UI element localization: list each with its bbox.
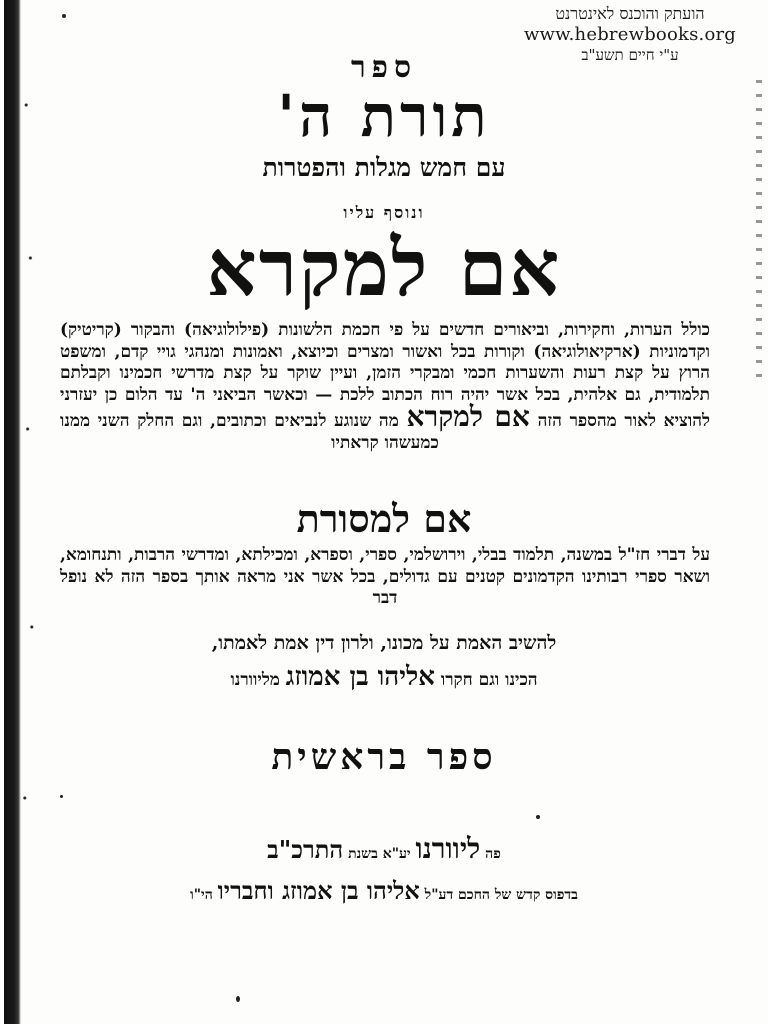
author-name: אליהו בן אמוזג	[285, 662, 435, 692]
second-part-title: אם למסורת	[296, 496, 472, 541]
imprint-printer-name: אליהו בן אמוזג וחבריו	[217, 876, 420, 905]
description-paragraph	[60, 320, 710, 454]
book-name: ספר בראשית	[271, 736, 497, 778]
scan-speck	[60, 795, 63, 798]
description-em-lamikra: אם למקרא	[406, 400, 530, 433]
imprint-printer-prefix: בדפוס קדש של החכם דע"ל	[424, 887, 578, 903]
description-text-after: מה שנוגע לנביאים וכתובים, וגם החלק השני ממנו כמעשהו קראתיו	[60, 411, 439, 453]
author-line	[0, 662, 768, 692]
title-subtitle: עם חמש מגלות והפטרות	[262, 153, 506, 182]
title-added: ונוסף עליו	[343, 203, 425, 222]
title-sefer: ספר	[350, 50, 418, 85]
author-suffix: מליוורנו	[230, 670, 280, 690]
watermark-uploader: ע"י חיים תשע"ב	[581, 46, 679, 64]
watermark-credit: הועתק והוכנס לאינטרנט	[555, 4, 705, 23]
imprint-place-prefix: פה	[485, 846, 501, 862]
second-part-paragraph: על דברי חז"ל במשנה, תלמוד בבלי, וירושלמי, ספרי, וספרא, ומכילתא, ומדרשי הרבות, ותנחומא, ושאר ספרי רבותינו הקדמונים קטנים עם גדולים, בכל אשר אני מראה אותך בספר הזה לא נופל דבר	[60, 545, 710, 608]
watermark-url: www.hebrewbooks.org	[523, 24, 737, 45]
imprint-year: התרכ"ב	[267, 835, 344, 864]
imprint-printer-suffix: הי"ו	[190, 887, 213, 903]
title-em-lamikra: אם למקרא	[206, 223, 562, 314]
imprint-place-mid: יע"א בשנת	[348, 846, 411, 862]
scan-speck	[536, 815, 540, 819]
author-prefix: הכינו וגם חקרו	[440, 670, 538, 690]
scan-speck	[62, 14, 66, 18]
imprint-printer-line	[0, 876, 768, 906]
imprint-place: ליוורנו	[415, 832, 481, 865]
description-text-before: כולל הערות, וחקירות, וביאורים חדשים על פי חכמת הלשונות (פילולוגיאה) והבקור (קריטיק) וקדמוניות (ארקיאולוגיאה) וקורות בכל ואשור ומצרים וכיוצא, ואמונות ומנהגי גויי קדם, ומשפט הרוץ על קצת רעות והשערות חכמי ומבקרי הזמן, ועיין שוקר על קצת מדרשי חכמינו וקבלתם תלמודית, גם אלהית, בכל אשר יהיה רוח הכתוב ללכת — וכאשר הביאני ה' עד הלום כן יעזרני להוציא לאור מהספר הזה	[60, 320, 711, 431]
scan-speck	[236, 996, 240, 1002]
closing-line: להשיב האמת על מכונו, ולרון דין אמת לאמתו,	[211, 632, 557, 654]
imprint-place-line	[0, 832, 768, 866]
title-main: תורת ה'	[277, 82, 491, 150]
